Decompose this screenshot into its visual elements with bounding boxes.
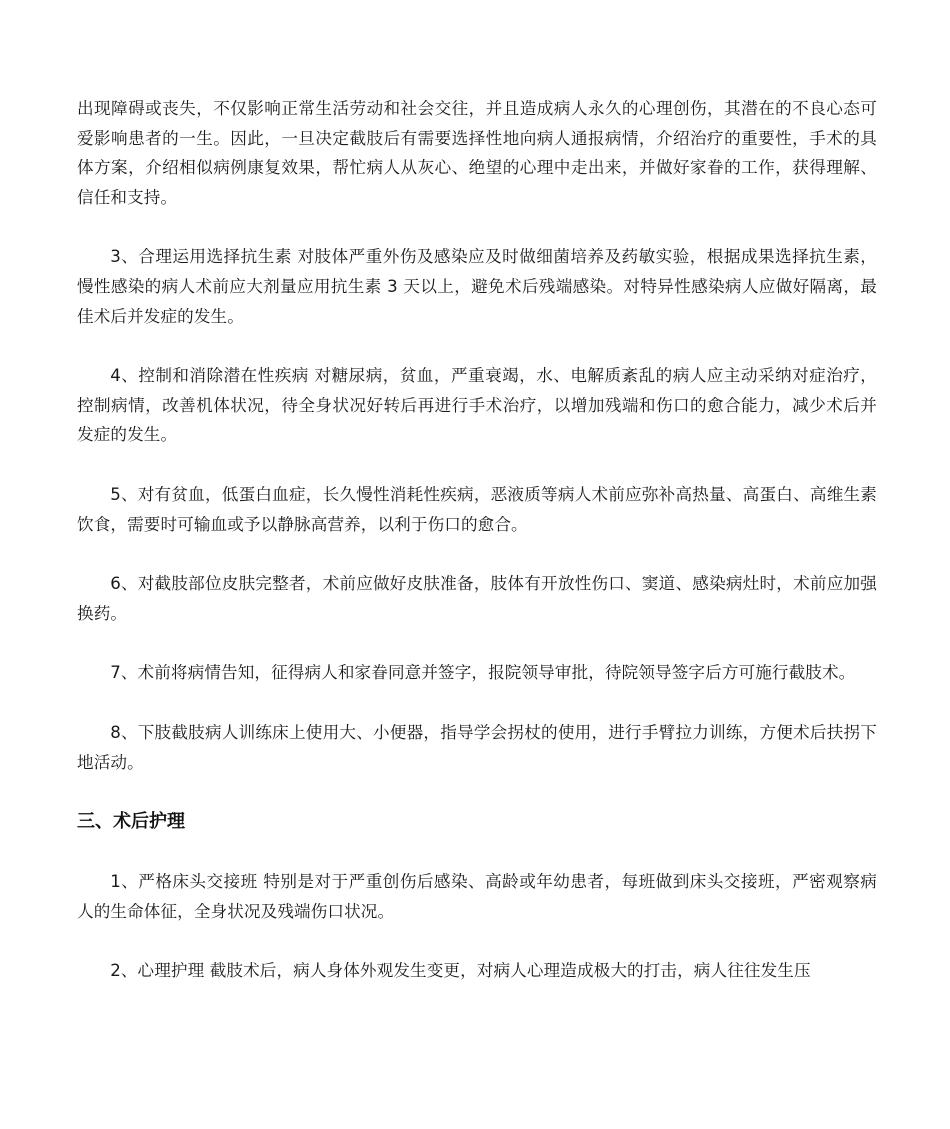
paragraph-gap — [77, 777, 877, 807]
paragraph-gap — [77, 450, 877, 480]
paragraph-gap — [77, 212, 877, 242]
paragraph-continuation: 出现障碍或丧失，不仅影响正常生活劳动和社会交往，并且造成病人永久的心理创伤，其潜在的不良心态可爱影响患者的一生。因此，一旦决定截肢后有需要选择性地向病人通报病情，介绍治疗的重要性，手术的具体方案，介绍相似病例康复效果，帮忙病人从灰心、绝望的心理中走出来，并做好家眷的工作，获得理解、信任和支持。 — [77, 99, 877, 207]
paragraph-item-5: 5、对有贫血，低蛋白血症，长久慢性消耗性疾病，恶液质等病人术前应弥补高热量、高蛋白、高维生素饮食，需要时可输血或予以静脉高营养，以利于伤口的愈合。 — [77, 484, 877, 534]
paragraph-postop-item-1: 1、严格床头交接班 特别是对于严重创伤后感染、高龄或年幼患者，每班做到床头交接班，严密观察病人的生命体征，全身状况及残端伤口状况。 — [77, 872, 877, 921]
paragraph-item-8: 8、下肢截肢病人训练床上使用大、小便器，指导学会拐杖的使用，进行手臂拉力训练，方便术后扶拐下地活动。 — [77, 722, 877, 772]
section-heading-postoperative-care: 三、术后护理 — [77, 811, 185, 833]
paragraph-item-6: 6、对截肢部位皮肤完整者，术前应做好皮肤准备，肢体有开放性伤口、窦道、感染病灶时，术前应加强换药。 — [77, 574, 877, 623]
paragraph-item-3: 3、合理运用选择抗生素 对肢体严重外伤及感染应及时做细菌培养及药敏实验，根据成果选择抗生素，慢性感染的病人术前应大剂量应用抗生素 3 天以上，避免术后残端感染。对特异性感染病人应做好隔离，最佳术后并发症的发生。 — [77, 247, 877, 326]
document-page — [77, 94, 877, 986]
paragraph-gap — [77, 688, 877, 718]
paragraph-gap — [77, 926, 877, 956]
paragraph-item-4: 4、控制和消除潜在性疾病 对糖尿病，贫血，严重衰竭，水、电解质紊乱的病人应主动采纳对症治疗，控制病情，改善机体状况，待全身状况好转后再进行手术治疗，以增加残端和伤口的愈合能力，减少术后并发症的发生。 — [77, 366, 877, 445]
paragraph-postop-item-2: 2、心理护理 截肢术后，病人身体外观发生变更，对病人心理造成极大的打击，病人往往发生压 — [110, 961, 811, 981]
paragraph-gap — [77, 628, 877, 658]
paragraph-gap — [77, 837, 877, 867]
paragraph-gap — [77, 331, 877, 361]
paragraph-item-7: 7、术前将病情告知，征得病人和家眷同意并签字，报院领导审批，待院领导签字后方可施行截肢术。 — [110, 663, 856, 683]
paragraph-gap — [77, 539, 877, 569]
